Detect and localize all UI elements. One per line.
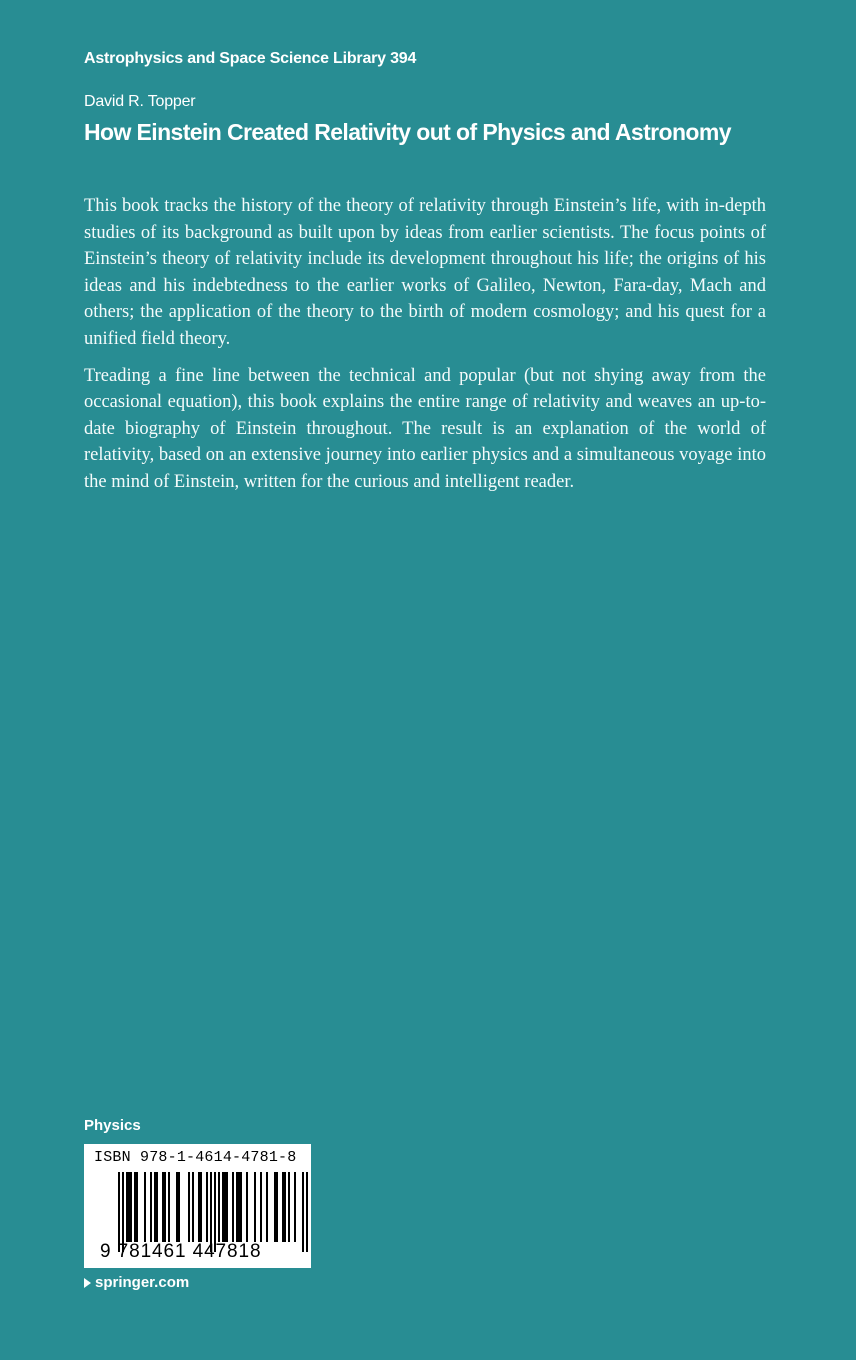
barcode-bar — [218, 1172, 220, 1242]
barcode-bar — [164, 1172, 166, 1242]
barcode-bar — [260, 1172, 262, 1242]
barcode-bar — [254, 1172, 256, 1242]
description-paragraph: Treading a fine line between the technical and popular (but not shying away from the occasional equation), this book explains the entire range of relativity and weaves an up-to-date biography of Einstein throughout. The result is an explanation of the world of relativity, based on an extensive journey into earlier physics and a simultaneous voyage into the mind of Einstein, written for the curious and intelligent reader. — [84, 365, 766, 492]
barcode-bar — [206, 1172, 208, 1242]
subject-label: Physics — [84, 1117, 141, 1134]
barcode-bar — [168, 1172, 170, 1242]
barcode-bar — [240, 1172, 242, 1242]
barcode-bar — [150, 1172, 152, 1242]
barcode-bar — [130, 1172, 132, 1242]
barcode-bar — [284, 1172, 286, 1242]
barcode-bar — [162, 1172, 164, 1242]
barcode-bar — [188, 1172, 190, 1242]
barcode-bar — [118, 1172, 120, 1252]
barcode-bar — [274, 1172, 276, 1242]
isbn-barcode — [84, 1144, 311, 1268]
barcode-bar — [178, 1172, 180, 1242]
barcode-bar — [144, 1172, 146, 1242]
author-name: David R. Topper — [84, 93, 196, 110]
barcode-bar — [246, 1172, 248, 1242]
barcode-bar — [306, 1172, 308, 1252]
barcode-bar — [214, 1172, 216, 1252]
barcode-bar — [200, 1172, 202, 1242]
barcode-bar — [222, 1172, 224, 1242]
barcode-bar — [210, 1172, 212, 1252]
barcode-bar — [276, 1172, 278, 1242]
barcode-bar — [226, 1172, 228, 1242]
barcode-bar — [288, 1172, 290, 1242]
barcode-bar — [126, 1172, 128, 1242]
barcode-bar — [128, 1172, 130, 1242]
barcode-bar — [136, 1172, 138, 1242]
barcode-bar — [236, 1172, 238, 1242]
barcode-bar — [224, 1172, 226, 1242]
barcode-bar — [156, 1172, 158, 1242]
website-link[interactable] — [84, 1274, 189, 1291]
barcode-bar — [176, 1172, 178, 1242]
description-paragraph: This book tracks the history of the theory of relativity through Einstein’s life, with in-depth studies of its background as built upon by ideas from earlier scientists. The focus points of Einstein’s theory of relativity include its development throughout his life; the origins of his ideas and his indebtedness to the earlier works of Galileo, Newton, Fara-day, Mach and others; the application of the theory to the birth of modern cosmology; and his quest for a unified field theory. — [84, 196, 766, 349]
barcode-bar — [122, 1172, 124, 1252]
barcode-bar — [198, 1172, 200, 1242]
barcode-bar — [282, 1172, 284, 1242]
barcode-bar — [154, 1172, 156, 1242]
barcode-bar — [266, 1172, 268, 1242]
barcode-bar — [134, 1172, 136, 1242]
barcode-bar — [294, 1172, 296, 1242]
barcode-bar — [302, 1172, 304, 1252]
website-url: springer.com — [95, 1274, 190, 1291]
barcode-bar — [238, 1172, 240, 1242]
barcode-bar — [192, 1172, 194, 1242]
book-title: How Einstein Created Relativity out of Physics and Astronomy — [84, 119, 731, 145]
isbn-label: ISBN 978-1-4614-4781-8 — [94, 1149, 297, 1166]
triangle-right-icon — [84, 1278, 91, 1288]
barcode-digits: 9 781461 447818 — [100, 1241, 262, 1262]
description — [84, 193, 766, 506]
series-title: Astrophysics and Space Science Library 394 — [84, 50, 417, 67]
barcode-bar — [232, 1172, 234, 1242]
